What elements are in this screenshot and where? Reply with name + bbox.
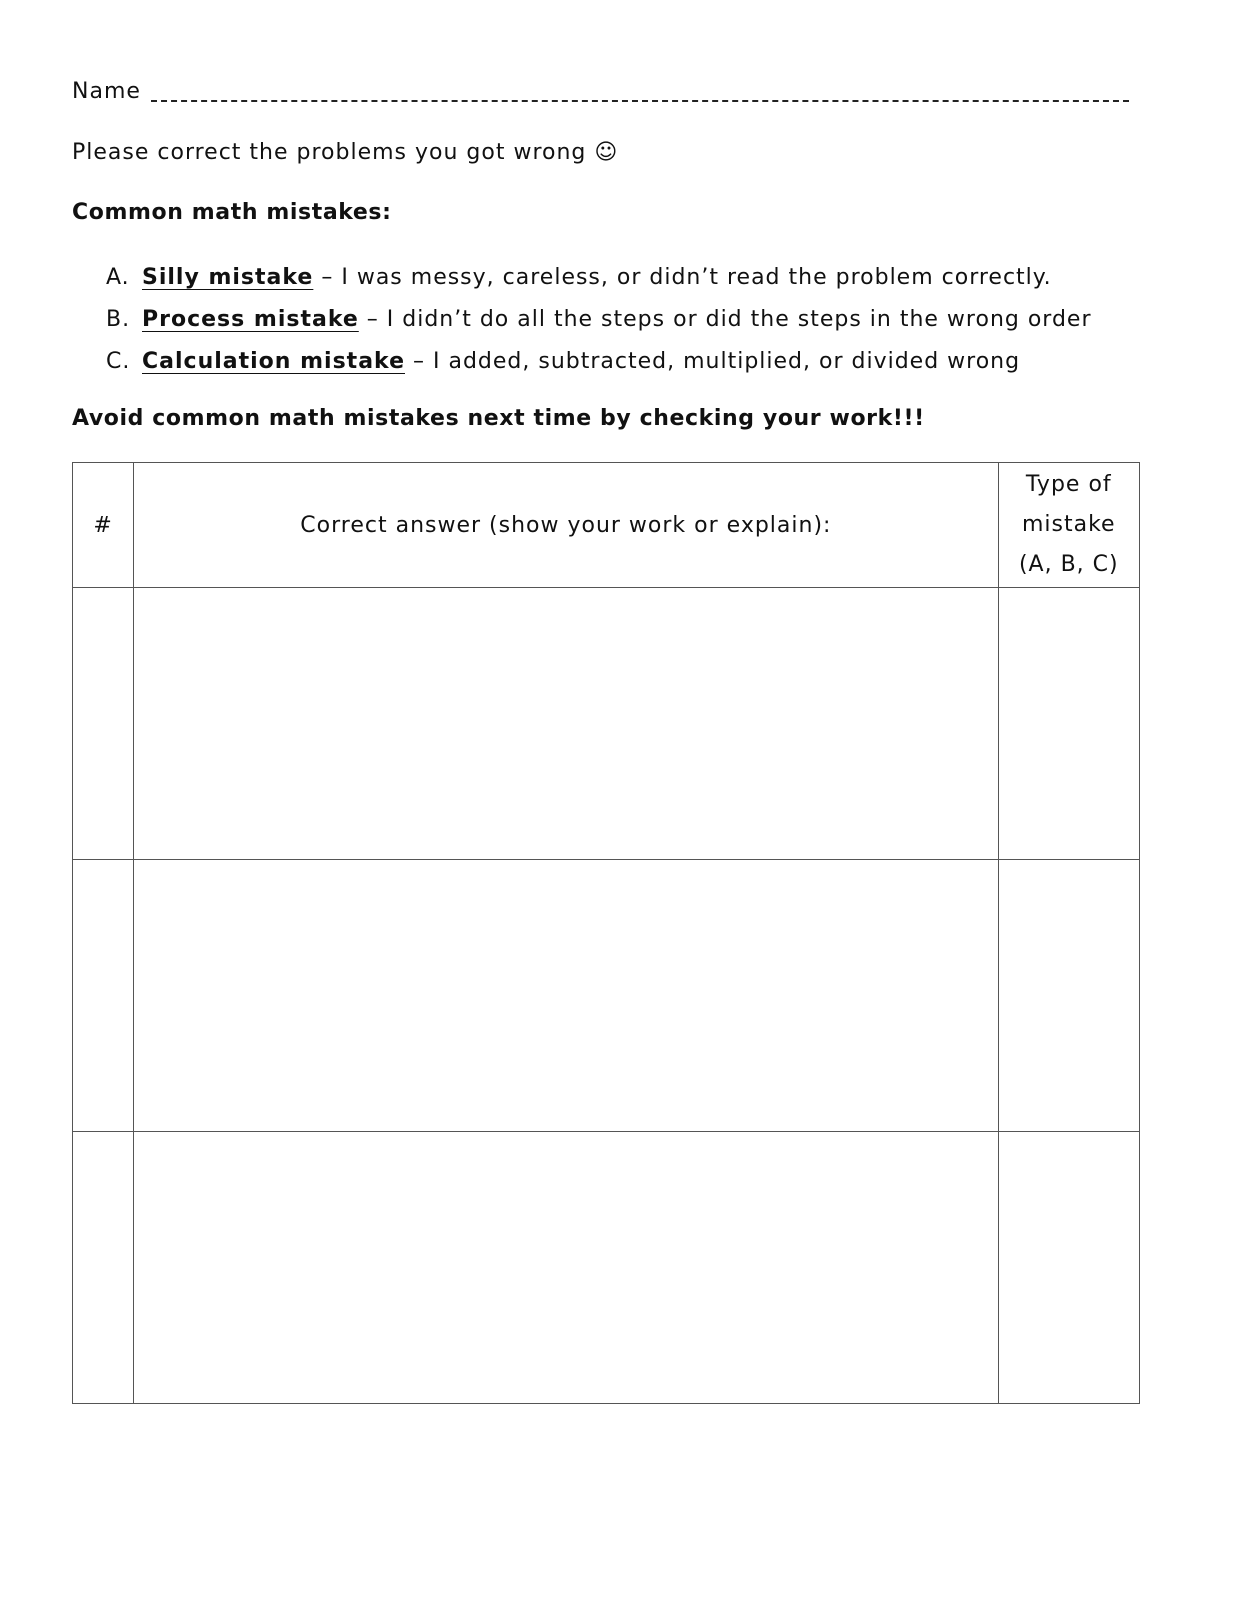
answer-column-header: Correct answer (show your work or explain): (134, 463, 998, 588)
type-column-header (998, 463, 1139, 588)
mistake-item-c (106, 342, 1092, 384)
mistake-description: – I was messy, careless, or didn’t read the problem correctly. (313, 265, 1052, 290)
answer-cell[interactable] (134, 588, 998, 860)
answer-cell[interactable] (134, 860, 998, 1132)
type-header-line: (A, B, C) (1018, 552, 1119, 577)
mistake-letter: A. (106, 265, 130, 290)
name-label: Name (72, 79, 141, 104)
number-cell[interactable] (73, 1132, 134, 1404)
number-column-header: # (73, 463, 134, 588)
mistake-item-a (106, 258, 1092, 300)
type-cell[interactable] (998, 588, 1139, 860)
mistake-description: – I added, subtracted, multiplied, or divided wrong (405, 349, 1021, 374)
answer-cell[interactable] (134, 1132, 998, 1404)
table-row (73, 1132, 1140, 1404)
mistake-letter: B. (106, 307, 131, 332)
avoid-mistakes-heading: Avoid common math mistakes next time by checking your work!!! (72, 406, 925, 431)
type-cell[interactable] (998, 860, 1139, 1132)
mistake-list (106, 258, 1092, 384)
type-header-line: Type of (1025, 472, 1112, 497)
table-row (73, 588, 1140, 860)
table-row (73, 860, 1140, 1132)
table-header-row (73, 463, 1140, 588)
name-line (72, 76, 1129, 104)
corrections-table (72, 462, 1140, 1404)
number-cell[interactable] (73, 588, 134, 860)
common-mistakes-heading: Common math mistakes: (72, 200, 392, 225)
mistake-description: – I didn’t do all the steps or did the steps in the wrong order (358, 307, 1092, 332)
type-header-line: mistake (1021, 512, 1116, 537)
mistake-term: Silly mistake (142, 265, 314, 290)
mistake-term: Process mistake (142, 307, 359, 332)
mistake-term: Calculation mistake (142, 349, 405, 374)
type-cell[interactable] (998, 1132, 1139, 1404)
instruction-text: Please correct the problems you got wrong ☺ (72, 140, 619, 165)
name-blank[interactable] (151, 76, 1129, 102)
mistake-letter: C. (106, 349, 131, 374)
mistake-item-b (106, 300, 1092, 342)
number-cell[interactable] (73, 860, 134, 1132)
